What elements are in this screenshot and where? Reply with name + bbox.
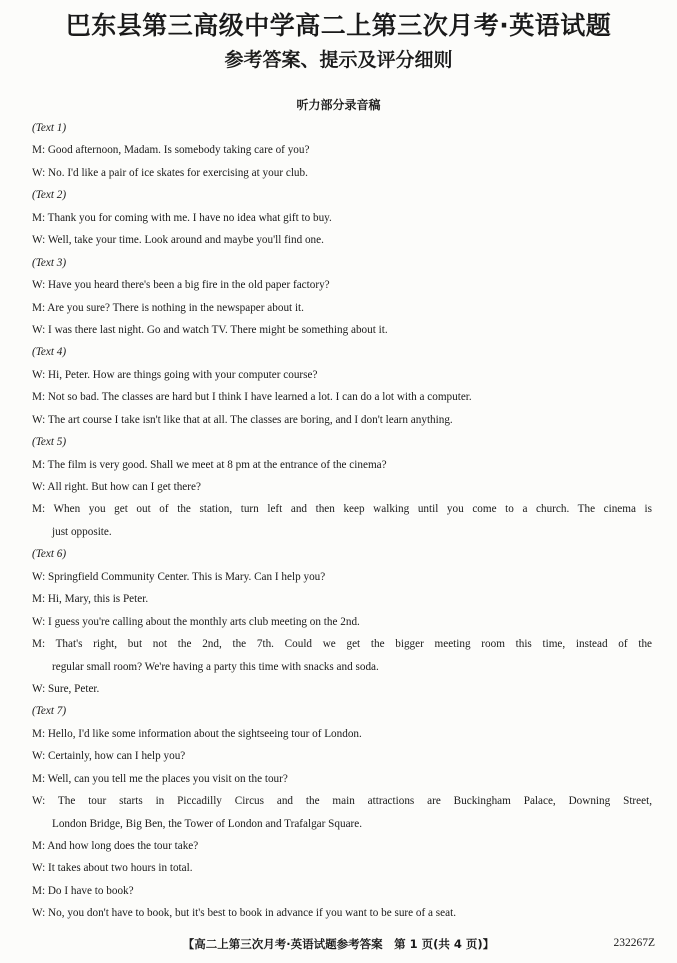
transcript-line: M: That's right, but not the 2nd, the 7th. Could we get the bigger meeting room this time, instead of the bbox=[32, 638, 652, 651]
transcript-line: M: Hello, I'd like some information about the sightseeing tour of London. bbox=[32, 727, 362, 740]
transcript-line: W: It takes about two hours in total. bbox=[32, 862, 193, 875]
transcript-line: W: The art course I take isn't like that at all. The classes are boring, and I don't learn anything. bbox=[32, 413, 453, 426]
page-title: 巴东县第三高级中学高二上第三次月考·英语试题 bbox=[65, 11, 612, 40]
transcript-line: W: Springfield Community Center. This is Mary. Can I help you? bbox=[32, 570, 326, 583]
text-label: (Text 2) bbox=[32, 189, 67, 202]
text-label: (Text 4) bbox=[32, 346, 67, 359]
transcript-line: W: The tour starts in Piccadilly Circus and the main attractions are Buckingham Palace, Downing Street, bbox=[32, 795, 652, 808]
transcript-line: W: Sure, Peter. bbox=[32, 682, 100, 695]
transcript-line: London Bridge, Big Ben, the Tower of London and Trafalgar Square. bbox=[52, 817, 363, 830]
transcript-line: M: Good afternoon, Madam. Is somebody taking care of you? bbox=[32, 144, 310, 157]
transcript-line: W: I was there last night. Go and watch TV. There might be something about it. bbox=[32, 323, 388, 336]
transcript-line: W: All right. But how can I get there? bbox=[32, 481, 201, 493]
transcript-line: M: Are you sure? There is nothing in the newspaper about it. bbox=[32, 301, 304, 314]
transcript bbox=[32, 117, 652, 925]
transcript-line: M: When you get out of the station, turn left and then keep walking until you come to a church. The cinema is bbox=[32, 503, 652, 516]
transcript-line: W: Have you heard there's been a big fire in the old paper factory? bbox=[32, 279, 330, 292]
document-code: 232267Z bbox=[613, 937, 655, 949]
text-label: (Text 1) bbox=[32, 122, 67, 134]
transcript-line: W: No. I'd like a pair of ice skates for exercising at your club. bbox=[32, 166, 308, 179]
section-heading: 听力部分录音稿 bbox=[296, 98, 381, 112]
transcript-line: W: I guess you're calling about the monthly arts club meeting on the 2nd. bbox=[32, 615, 360, 628]
text-label: (Text 5) bbox=[32, 436, 67, 449]
transcript-line: M: Well, can you tell me the places you visit on the tour? bbox=[32, 772, 288, 785]
transcript-line: W: Certainly, how can I help you? bbox=[32, 750, 186, 763]
transcript-line: M: And how long does the tour take? bbox=[32, 840, 199, 852]
transcript-line: regular small room? We're having a party this time with snacks and soda. bbox=[52, 660, 379, 673]
text-label: (Text 3) bbox=[32, 256, 67, 269]
transcript-line: W: Well, take your time. Look around and maybe you'll find one. bbox=[32, 234, 324, 247]
transcript-line: W: Hi, Peter. How are things going with your computer course? bbox=[32, 368, 318, 381]
transcript-line: M: The film is very good. Shall we meet at 8 pm at the entrance of the cinema? bbox=[32, 458, 387, 471]
transcript-line: M: Hi, Mary, this is Peter. bbox=[32, 593, 149, 606]
transcript-line: W: No, you don't have to book, but it's best to book in advance if you want to be sure of a seat. bbox=[32, 907, 456, 920]
transcript-line: M: Thank you for coming with me. I have no idea what gift to buy. bbox=[32, 211, 332, 224]
transcript-line: just opposite. bbox=[52, 525, 112, 538]
transcript-line: M: Do I have to book? bbox=[32, 884, 134, 897]
transcript-line: M: Not so bad. The classes are hard but I think I have learned a lot. I can do a lot with a computer. bbox=[32, 391, 472, 404]
page-subtitle: 参考答案、提示及评分细则 bbox=[224, 49, 453, 71]
text-label: (Text 7) bbox=[32, 705, 67, 718]
text-label: (Text 6) bbox=[32, 548, 67, 561]
page-footer: 【高二上第三次月考·英语试题参考答案 第 1 页(共 4 页)】 bbox=[182, 937, 495, 951]
